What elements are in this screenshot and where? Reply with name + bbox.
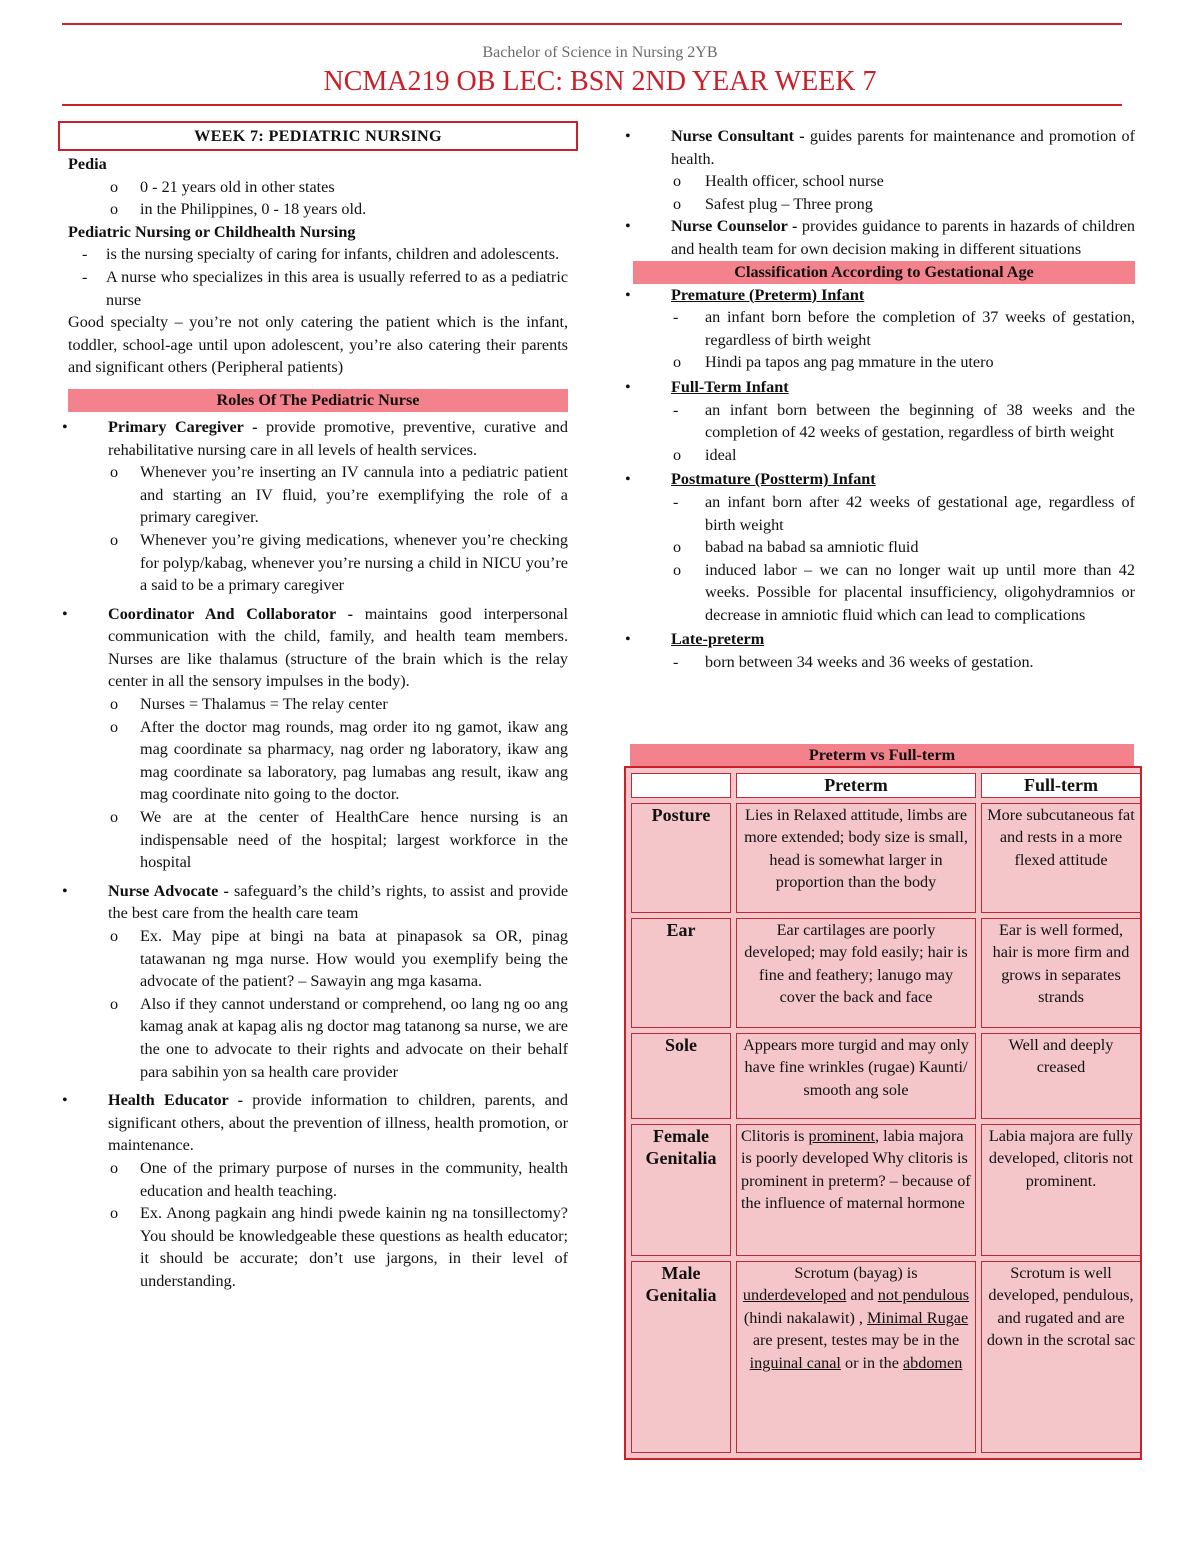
row-label-sole: Sole xyxy=(631,1033,731,1119)
good-specialty-paragraph: Good specialty – you’re not only catering the patient which is the infant, toddler, school-age until upon adolescent, you’re also catering their parents and significant others (Peripheral patients) xyxy=(68,313,568,377)
role-nurse-advocate: • Nurse Advocate - safeguard’s the child’s rights, to assist and provide the best care from the health care team xyxy=(62,881,569,923)
fullterm-heading: • Full-Term Infant xyxy=(625,377,789,396)
cell-fullterm: Labia majora are fully developed, clitoris not prominent. xyxy=(981,1124,1141,1256)
role-nurse-consultant: • Nurse Consultant - guides parents for maintenance and promotion of health. xyxy=(625,127,1135,168)
list-item: - A nurse who specializes in this area is usually referred to as a pediatric nurse xyxy=(82,267,568,309)
cell-fullterm: Scrotum is well developed, pendulous, and rugated and are down in the scrotal sac xyxy=(981,1261,1141,1453)
list-item: o 0 - 21 years old in other states xyxy=(110,177,335,196)
table-row xyxy=(631,1261,1141,1453)
cell-fullterm: Well and deeply creased xyxy=(981,1033,1141,1119)
list-item: o induced labor – we can no longer wait up until more than 42 weeks. Possible for placental insufficiency, oligohydramnios or decrease in amniotic fluid which can lead to complications xyxy=(673,560,1135,624)
comparison-table xyxy=(624,766,1142,1460)
list-item: o babad na babad sa amniotic fluid xyxy=(673,538,919,557)
cell-fullterm: More subcutaneous fat and rests in a more flexed attitude xyxy=(981,803,1141,913)
roles-list xyxy=(62,416,569,1293)
list-item: o We are at the center of HealthCare hence nursing is an indispensable need of the hospital; largest workforce in the hospital xyxy=(110,808,568,872)
row-label-male-genitalia: Male Genitalia xyxy=(631,1261,731,1453)
pedia-heading: Pedia xyxy=(68,155,107,173)
classification-band: Classification According to Gestational Age xyxy=(633,261,1135,284)
premature-heading: • Premature (Preterm) Infant xyxy=(625,285,865,304)
list-item: o Ex. Anong pagkain ang hindi pwede kainin ng na tonsillectomy? You should be knowledgeable these questions as health educator; it should be accurate; don’t use jargons, in their level of understanding. xyxy=(110,1204,568,1290)
header-subtitle: Bachelor of Science in Nursing 2YB xyxy=(482,44,718,61)
list-item: o Health officer, school nurse xyxy=(673,172,884,191)
role-coordinator: • Coordinator And Collaborator - maintains good interpersonal communication with the child, family, and health team members. Nurses are like thalamus (structure of the brain which is the relay center in all the sensory impulses in the body). xyxy=(62,604,568,691)
role-primary-caregiver: • Primary Caregiver - provide promotive, preventive, curative and rehabilitative nursing care in all levels of health services. xyxy=(62,417,568,459)
table-row xyxy=(631,1124,1141,1256)
preterm-vs-fullterm-band: Preterm vs Full-term xyxy=(630,744,1134,766)
pedia-list xyxy=(68,176,568,221)
list-item: o in the Philippines, 0 - 18 years old. xyxy=(110,200,367,219)
list-item: o Whenever you’re inserting an IV cannula into a pediatric patient and starting an IV fluid, you’re exemplifying the role of a primary caregiver. xyxy=(110,463,568,527)
classification-list xyxy=(627,284,1135,674)
top-rule xyxy=(62,23,1122,25)
list-item: o Hindi pa tapos ang pag mmature in the utero xyxy=(673,353,994,372)
table-row xyxy=(631,918,1141,1028)
list-item: - an infant born before the completion of 37 weeks of gestation, regardless of birth weight xyxy=(673,308,1135,349)
cell-preterm: Appears more turgid and may only have fine wrinkles (rugae) Kaunti/ smooth ang sole xyxy=(736,1033,976,1119)
list-item: - is the nursing specialty of caring for infants, children and adolescents. xyxy=(82,245,560,264)
postmature-heading: • Postmature (Postterm) Infant xyxy=(625,470,876,489)
table-header-fullterm: Full-term xyxy=(981,773,1141,798)
role-nurse-counselor: • Nurse Counselor - provides guidance to parents in hazards of children and health team for own decision making in different situations xyxy=(625,217,1135,258)
table-header-preterm: Preterm xyxy=(736,773,976,798)
header-title: NCMA219 OB LEC: BSN 2ND YEAR WEEK 7 xyxy=(323,66,877,97)
row-label-female-genitalia: Female Genitalia xyxy=(631,1124,731,1256)
header-rule xyxy=(62,104,1122,106)
list-item: o Whenever you’re giving medications, whenever you’re checking for polyp/kabag, whenever you’re nursing a child in NICU you’re a said to be a primary caregiver xyxy=(110,530,568,595)
list-item: o Safest plug – Three prong xyxy=(673,194,873,213)
roles-band: Roles Of The Pediatric Nurse xyxy=(68,389,568,412)
list-item: o Also if they cannot understand or comprehend, oo lang ng oo ang kamag anak at kapag alis ng doctor mag tatanong sa nurse, we are the one to advocate to their rights and advocate on their behalf para sabihin yon sa health care provider xyxy=(110,994,568,1081)
cell-preterm: Lies in Relaxed attitude, limbs are more extended; body size is small, head is somewhat larger in proportion than the body xyxy=(736,803,976,913)
list-item: o One of the primary purpose of nurses in the community, health education and health teaching. xyxy=(110,1158,568,1200)
cell-preterm: Scrotum (bayag) is underdeveloped and not pendulous (hindi nakalawit) , Minimal Rugae are present, testes may be in the inguinal canal or in the abdomen xyxy=(736,1261,976,1453)
pediatric-nursing-heading: Pediatric Nursing or Childhealth Nursing xyxy=(68,222,356,241)
week-title-box: WEEK 7: PEDIATRIC NURSING xyxy=(58,121,578,151)
list-item: - an infant born between the beginning of 38 weeks and the completion of 42 weeks of gestation, regardless of birth weight xyxy=(673,400,1135,442)
list-item: o Nurses = Thalamus = The relay center xyxy=(110,695,388,714)
pediatric-nursing-list xyxy=(68,243,568,311)
row-label-posture: Posture xyxy=(631,803,731,913)
list-item: - born between 34 weeks and 36 weeks of gestation. xyxy=(673,653,1034,672)
right-column xyxy=(627,125,1135,674)
list-item: o ideal xyxy=(673,445,737,464)
table-row xyxy=(631,1033,1141,1119)
consultant-list xyxy=(627,125,1135,261)
row-label-ear: Ear xyxy=(631,918,731,1028)
cell-preterm: Ear cartilages are poorly developed; may fold easily; hair is fine and feathery; lanugo may cover the back and face xyxy=(736,918,976,1028)
role-health-educator: • Health Educator - provide information to children, parents, and significant others, about the prevention of illness, health promotion, or maintenance. xyxy=(62,1091,568,1155)
list-item: o After the doctor mag rounds, mag order ito ng gamot, ikaw ang mag coordinate sa pharmacy, nag order ng laboratory, ikaw ang mag coordinate sa laboratory, pag lumabas ang result, ikaw ang mag coordinate nito going to the doctor. xyxy=(110,717,568,804)
cell-preterm: Clitoris is prominent, labia majora is poorly developed Why clitoris is prominent in preterm? – because of the influence of maternal hormone xyxy=(736,1124,976,1256)
left-column xyxy=(62,121,569,1293)
list-item: - an infant born after 42 weeks of gestational age, regardless of birth weight xyxy=(673,492,1135,534)
cell-fullterm: Ear is well formed, hair is more firm and grows in separates strands xyxy=(981,918,1141,1028)
table-header-empty xyxy=(631,773,731,798)
list-item: o Ex. May pipe at bingi na bata at pinapasok sa OR, pinag tatawanan ng mga nurse. How would you exemplify being the advocate of the patient? – Sawayin ang mga kasama. xyxy=(110,927,568,991)
late-preterm-heading: • Late-preterm xyxy=(625,630,765,649)
table-row xyxy=(631,803,1141,913)
